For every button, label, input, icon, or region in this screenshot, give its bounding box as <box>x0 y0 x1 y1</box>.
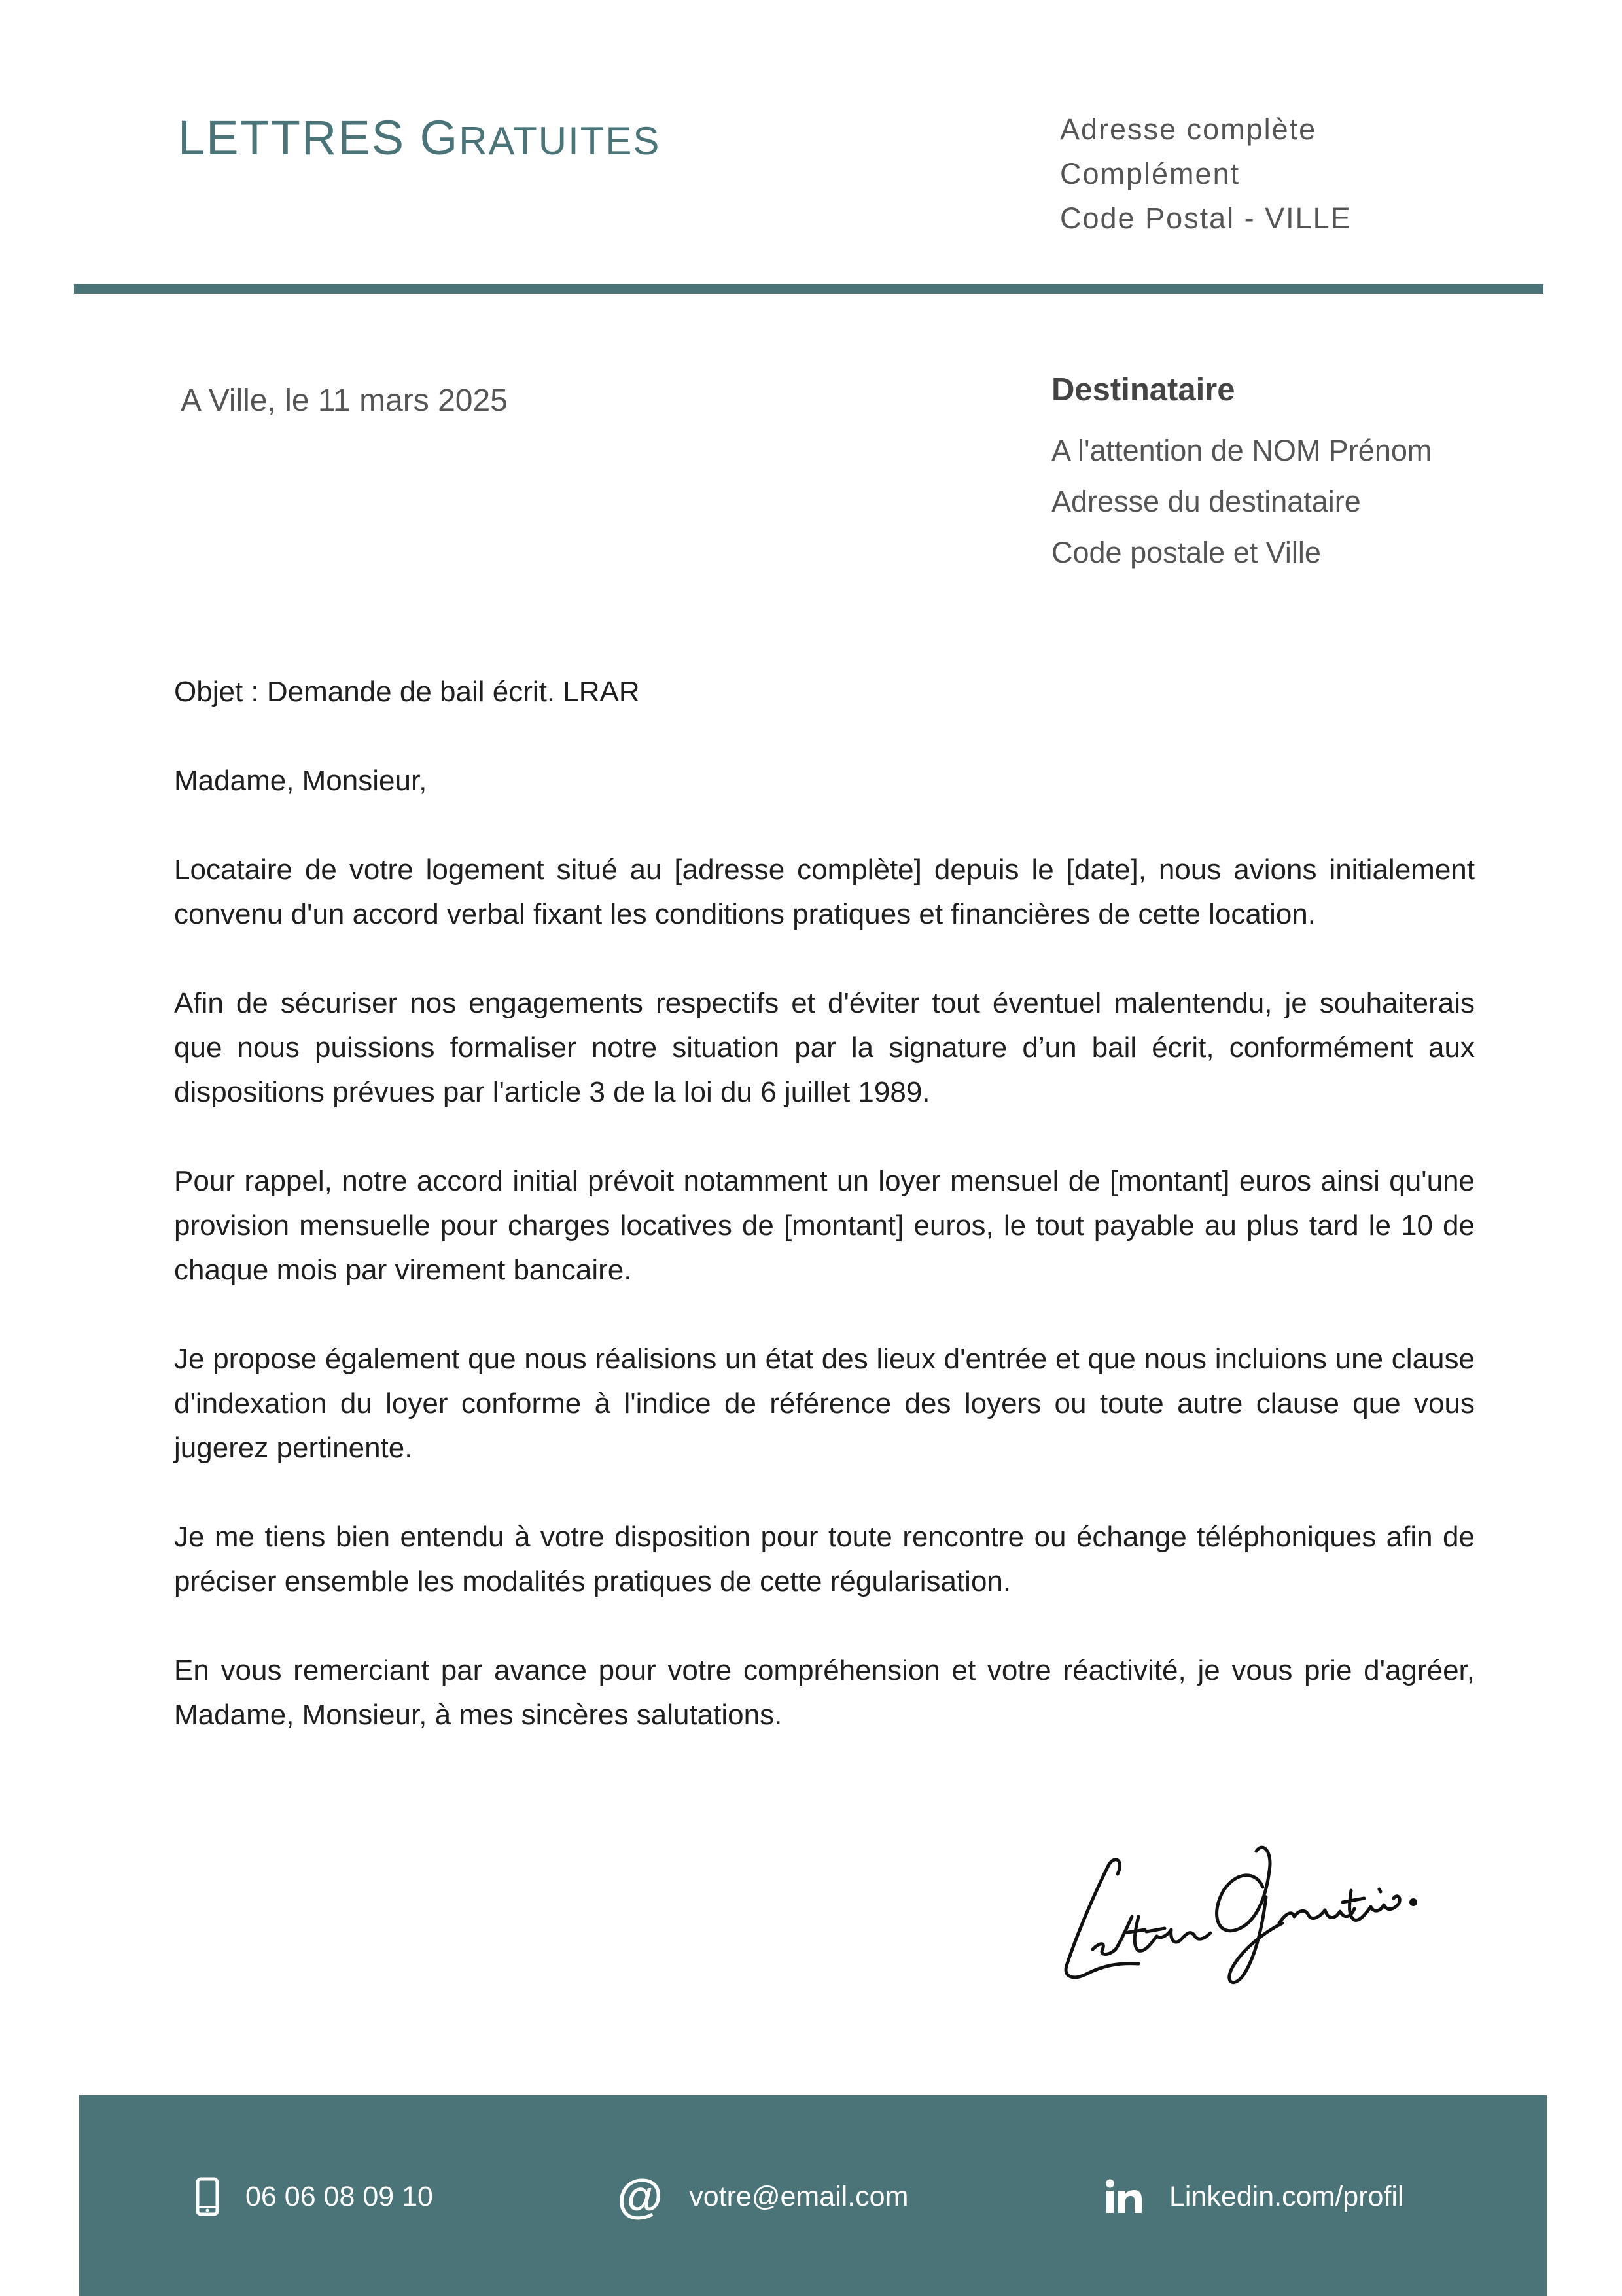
brand-logo <box>178 110 660 165</box>
handwritten-signature <box>1047 1825 1439 1995</box>
recipient-line-3: Code postale et Ville <box>1051 536 1321 569</box>
footer-linkedin[interactable] <box>1105 2174 1404 2219</box>
date-line: A Ville, le 11 mars 2025 <box>181 383 508 418</box>
sender-address <box>1060 107 1352 241</box>
letter-paragraph: Locataire de votre logement situé au [adresse complète] depuis le [date], nous avions initialement convenu d'un accord verbal fixant les conditions pratiques et financières de cette location. <box>174 854 1475 930</box>
footer-phone-text: 06 06 08 09 10 <box>245 2180 433 2212</box>
letter-paragraph: Pour rappel, notre accord initial prévoit notamment un loyer mensuel de [montant] euros ainsi qu'une provision mensuelle pour charges locatives de [montant] euros, le tout payable au plus tard le 10 de chaque mois par virement bancaire. <box>174 1165 1475 1286</box>
footer-phone[interactable] <box>196 2174 433 2219</box>
sender-address-line-3: Code Postal - VILLE <box>1060 201 1352 235</box>
at-icon: @ <box>617 2170 663 2223</box>
footer-email-text: votre@email.com <box>689 2180 909 2212</box>
sender-address-line-2: Complément <box>1060 157 1241 190</box>
recipient-line-1: A l'attention de NOM Prénom <box>1051 434 1432 467</box>
footer-bar <box>79 2095 1547 2296</box>
brand-word-2-rest: RATUITES <box>459 119 661 163</box>
letter-paragraph: En vous remerciant par avance pour votre compréhension et votre réactivité, je vous prie d'agréer, Madame, Monsieur, à mes sincères salutations. <box>174 1654 1475 1731</box>
linkedin-icon <box>1105 2179 1143 2214</box>
letter-paragraph: Afin de sécuriser nos engagements respectifs et d'éviter tout éventuel malentendu, je souhaiterais que nous puissions formaliser notre situation par la signature d’un bail écrit, conformément aux dispositions prévues par l'article 3 de la loi du 6 juillet 1989. <box>174 987 1475 1108</box>
footer-email[interactable] <box>617 2170 909 2223</box>
header-divider <box>74 284 1543 294</box>
sender-address-line-1: Adresse complète <box>1060 113 1317 146</box>
brand-word-1: LETTRES <box>178 111 406 165</box>
letter-paragraph: Je propose également que nous réalisions un état des lieux d'entrée et que nous incluions une clause d'indexation du loyer conforme à l'indice de référence des loyers ou toute autre clause que vous jugerez pertinente. <box>174 1343 1475 1464</box>
letter-body <box>174 670 1475 1782</box>
letter-paragraph: Je me tiens bien entendu à votre disposition pour toute rencontre ou échange téléphoniques afin de préciser ensemble les modalités pratiques de cette régularisation. <box>174 1521 1475 1597</box>
brand-word-2-initial: G <box>419 111 459 165</box>
footer-linkedin-text: Linkedin.com/profil <box>1169 2180 1404 2212</box>
recipient-title: Destinataire <box>1051 372 1235 408</box>
recipient-block <box>1051 372 1432 578</box>
letter-salutation: Madame, Monsieur, <box>174 765 427 797</box>
recipient-line-2: Adresse du destinataire <box>1051 485 1361 518</box>
letter-subject: Objet : Demande de bail écrit. LRAR <box>174 676 640 708</box>
phone-icon <box>196 2177 219 2216</box>
